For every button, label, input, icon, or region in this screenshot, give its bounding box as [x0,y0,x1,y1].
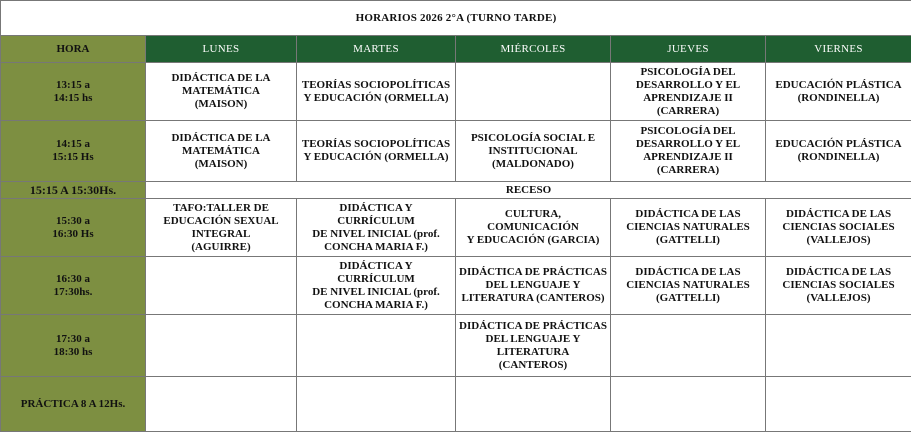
class-cell-lunes [146,121,297,182]
time-cell [1,199,146,257]
time-end: 15:15 Hs [52,151,93,163]
class-line: (RONDINELLA) [798,92,880,104]
time-end: 14:15 hs [54,92,93,104]
hora-header: HORA [1,36,146,63]
class-line: DEL LENGUAJE Y [486,333,581,345]
class-line: DIDÁCTICA DE LA [171,72,270,84]
class-line: DIDÁCTICA DE LAS [786,266,891,278]
time-cell: 15:15 A 15:30Hs. [1,182,146,199]
time-cell [1,315,146,377]
class-cell-martes [297,121,456,182]
class-cell-viernes [766,121,911,182]
class-cell-martes [297,257,456,315]
class-line: PSICOLOGÍA SOCIAL E [471,132,595,144]
class-line: (CARRERA) [657,105,719,117]
class-cell-jueves [611,63,766,121]
class-cell-lunes [146,63,297,121]
class-cell-jueves [611,377,766,432]
class-cell-miercoles [456,199,611,257]
class-line: CIENCIAS SOCIALES [782,279,894,291]
class-line: (MAISON) [195,98,248,110]
class-line: MATEMÁTICA [182,145,260,157]
class-cell-martes [297,199,456,257]
class-line: DIDÁCTICA DE LAS [635,266,740,278]
table-row [1,121,911,182]
day-header-lunes: LUNES [146,36,297,63]
table-row [1,315,911,377]
class-line: (GATTELLI) [656,292,720,304]
class-line: DIDÁCTICA DE LAS [786,208,891,220]
class-line: PSICOLOGÍA DEL [640,66,735,78]
class-line: (CARRERA) [657,164,719,176]
class-line: MATEMÁTICA [182,85,260,97]
class-line: Y EDUCACIÓN (GARCIA) [467,234,600,246]
time-start: 13:15 a [56,79,90,91]
time-start: 16:30 a [56,273,90,285]
table-row-receso [1,182,911,199]
table-row [1,257,911,315]
class-line: DE NIVEL INICIAL (prof. [312,286,440,298]
class-line: TEORÍAS SOCIOPOLÍTICAS [302,79,450,91]
class-line: CIENCIAS NATURALES [626,221,750,233]
class-line: DESARROLLO Y EL [636,138,740,150]
time-cell [1,257,146,315]
class-line: INSTITUCIONAL [488,145,577,157]
class-cell-jueves [611,199,766,257]
class-cell-viernes [766,315,911,377]
class-cell-viernes [766,199,911,257]
day-header-martes: MARTES [297,36,456,63]
class-cell-lunes [146,257,297,315]
class-line: (VALLEJOS) [807,292,871,304]
table-row-practice [1,377,911,432]
class-line: Y EDUCACIÓN (ORMELLA) [303,151,448,163]
class-line: DESARROLLO Y EL [636,79,740,91]
class-line: DIDÁCTICA DE LAS [635,208,740,220]
class-cell-lunes [146,377,297,432]
time-end: 17:30hs. [54,286,93,298]
class-line: LITERATURA [497,346,570,358]
class-line: INTEGRAL [192,228,251,240]
class-line: DE NIVEL INICIAL (prof. [312,228,440,240]
class-line: (MALDONADO) [492,158,574,170]
class-cell-martes [297,315,456,377]
time-end: 16:30 Hs [52,228,93,240]
class-line: (RONDINELLA) [798,151,880,163]
class-cell-jueves [611,257,766,315]
class-line: EDUCACIÓN SEXUAL [163,215,278,227]
class-line: TEORÍAS SOCIOPOLÍTICAS [302,138,450,150]
class-line: (VALLEJOS) [807,234,871,246]
class-line: (GATTELLI) [656,234,720,246]
class-line: TAFO:TALLER DE [173,202,269,214]
class-line: DIDÁCTICA DE PRÁCTICAS [459,266,607,278]
day-header-viernes: VIERNES [766,36,911,63]
class-line: APRENDIZAJE II [643,151,733,163]
time-cell [1,121,146,182]
class-line: CONCHA MARIA F.) [324,299,428,311]
class-line: DIDÁCTICA Y CURRÍCULUM [337,202,415,227]
class-line: LITERATURA (CANTEROS) [461,292,604,304]
class-line: Y EDUCACIÓN (ORMELLA) [303,92,448,104]
header-row [1,36,911,63]
class-line: PSICOLOGÍA DEL [640,125,735,137]
class-line: CIENCIAS NATURALES [626,279,750,291]
class-cell-lunes [146,315,297,377]
receso-cell: RECESO [146,182,911,199]
class-cell-miercoles [456,121,611,182]
class-line: CIENCIAS SOCIALES [782,221,894,233]
time-start: 17:30 a [56,333,90,345]
class-line: EDUCACIÓN PLÁSTICA [775,138,901,150]
class-cell-viernes [766,257,911,315]
class-line: DIDÁCTICA DE LA [171,132,270,144]
class-line: (MAISON) [195,158,248,170]
class-line: DIDÁCTICA DE PRÁCTICAS [459,320,607,332]
class-cell-jueves [611,121,766,182]
class-cell-lunes [146,199,297,257]
class-line: EDUCACIÓN PLÁSTICA [775,79,901,91]
class-cell-viernes [766,377,911,432]
time-cell [1,63,146,121]
class-line: APRENDIZAJE II [643,92,733,104]
class-cell-viernes [766,63,911,121]
class-line: DIDÁCTICA Y CURRÍCULUM [337,260,415,285]
class-line: (CANTEROS) [499,359,567,371]
class-cell-martes [297,377,456,432]
class-cell-miercoles [456,257,611,315]
class-cell-miercoles [456,377,611,432]
class-cell-jueves [611,315,766,377]
class-line: DEL LENGUAJE Y [486,279,581,291]
class-line: CONCHA MARIA F.) [324,241,428,253]
class-cell-miercoles [456,315,611,377]
schedule-title: HORARIOS 2026 2°A (TURNO TARDE) [1,1,911,36]
class-cell-miercoles [456,63,611,121]
table-row [1,63,911,121]
time-start: 14:15 a [56,138,90,150]
day-header-jueves: JUEVES [611,36,766,63]
class-line: CULTURA, COMUNICACIÓN [487,208,579,233]
time-start: 15:30 a [56,215,90,227]
class-line: (AGUIRRE) [191,241,250,253]
day-header-miercoles: MIÉRCOLES [456,36,611,63]
practice-cell: PRÁCTICA 8 A 12Hs. [1,377,146,432]
table-row [1,199,911,257]
class-cell-martes [297,63,456,121]
time-end: 18:30 hs [54,346,93,358]
